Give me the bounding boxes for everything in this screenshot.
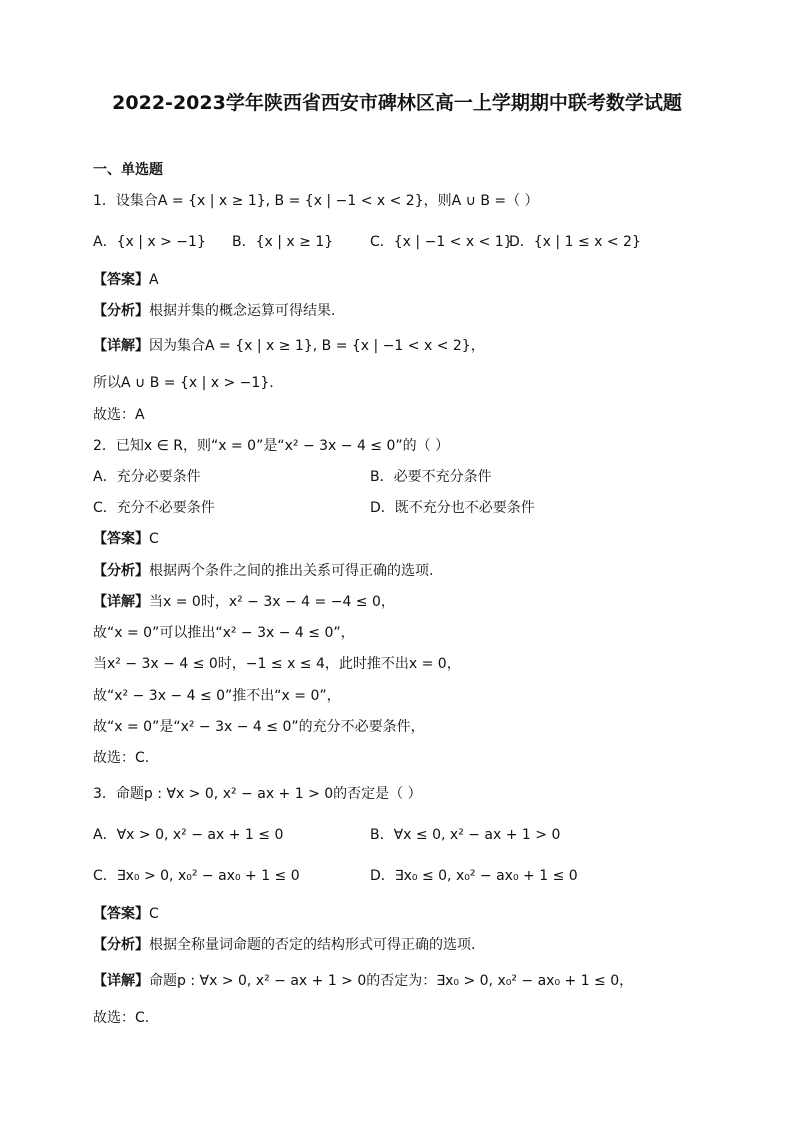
q2-detail-line: 故“x² − 3x − 4 ≤ 0”推不出“x = 0”， xyxy=(93,688,341,704)
q1-analysis: 根据并集的概念运算可得结果. xyxy=(149,303,336,319)
q1-answer-tag: 【答案】 xyxy=(93,272,149,288)
q1-detail-line: 故选：A xyxy=(93,407,145,423)
q1-detail-row xyxy=(93,336,485,356)
q1-answer: A xyxy=(149,272,159,288)
q2-answer-tag: 【答案】 xyxy=(93,531,149,547)
q1-option-c: C．{x | −1 < x < 1} xyxy=(370,234,513,250)
q3-detail-row xyxy=(93,971,633,991)
q2-answer-row xyxy=(93,529,159,549)
q2-option-c: C．充分不必要条件 xyxy=(93,500,215,516)
q2-option-a: A．充分必要条件 xyxy=(93,469,201,485)
q1-answer-row xyxy=(93,270,159,290)
q3-answer-row xyxy=(93,904,159,924)
q1-analysis-row xyxy=(93,301,335,321)
q3-answer-tag: 【答案】 xyxy=(93,906,149,922)
q3-detail: 命题p : ∀x > 0, x² − ax + 1 > 0的否定为：∃x₀ > 0, x₀² − ax₀ + 1 ≤ 0， xyxy=(149,973,634,989)
q3-detail-tag: 【详解】 xyxy=(93,973,149,989)
q2-detail: 当x = 0时，x² − 3x − 4 = −4 ≤ 0， xyxy=(149,594,395,610)
q1-option-b: B．{x | x ≥ 1} xyxy=(232,234,334,250)
q1-option-a: A．{x | x > −1} xyxy=(93,234,206,250)
q3-option-d: D．∃x₀ ≤ 0, x₀² − ax₀ + 1 ≤ 0 xyxy=(370,868,578,884)
q1-analysis-tag: 【分析】 xyxy=(93,303,149,319)
q1-stem: 1．设集合A = {x | x ≥ 1}, B = {x | −1 < x < 2}，则A ∪ B =（ ） xyxy=(93,193,539,209)
q1-detail-line: 所以A ∪ B = {x | x > −1}. xyxy=(93,375,274,391)
q1-detail: 因为集合A = {x | x ≥ 1}, B = {x | −1 < x < 2}， xyxy=(149,338,485,354)
q2-option-b: B．必要不充分条件 xyxy=(370,469,492,485)
q1-option-d: D．{x | 1 ≤ x < 2} xyxy=(509,234,641,250)
q2-answer: C xyxy=(149,531,159,547)
q3-analysis-tag: 【分析】 xyxy=(93,937,149,953)
q2-detail-line: 当x² − 3x − 4 ≤ 0时，−1 ≤ x ≤ 4，此时推不出x = 0， xyxy=(93,656,461,672)
q2-detail-tag: 【详解】 xyxy=(93,594,149,610)
q3-detail-line: 故选：C. xyxy=(93,1010,150,1026)
q3-option-a: A．∀x > 0, x² − ax + 1 ≤ 0 xyxy=(93,827,284,843)
page-title: 2022-2023学年陕西省西安市碑林区高一上学期期中联考数学试题 xyxy=(112,92,682,114)
q2-analysis-row xyxy=(93,561,433,581)
q3-analysis-row xyxy=(93,935,475,955)
q2-option-d: D．既不充分也不必要条件 xyxy=(370,500,535,516)
q3-option-b: B．∀x ≤ 0, x² − ax + 1 > 0 xyxy=(370,827,561,843)
q3-analysis: 根据全称量词命题的否定的结构形式可得正确的选项. xyxy=(149,937,476,953)
q1-detail-tag: 【详解】 xyxy=(93,338,149,354)
q2-detail-line: 故选：C. xyxy=(93,750,150,766)
q2-detail-row xyxy=(93,592,395,612)
q3-option-c: C．∃x₀ > 0, x₀² − ax₀ + 1 ≤ 0 xyxy=(93,868,300,884)
q2-detail-line: 故“x = 0”是“x² − 3x − 4 ≤ 0”的充分不必要条件， xyxy=(93,719,425,735)
q2-analysis: 根据两个条件之间的推出关系可得正确的选项. xyxy=(149,563,434,579)
section-heading: 一、单选题 xyxy=(93,162,163,178)
q2-analysis-tag: 【分析】 xyxy=(93,563,149,579)
q3-answer: C xyxy=(149,906,159,922)
q2-stem: 2．已知x ∈ R，则“x = 0”是“x² − 3x − 4 ≤ 0”的（ ） xyxy=(93,438,450,454)
q2-detail-line: 故“x = 0”可以推出“x² − 3x − 4 ≤ 0”， xyxy=(93,625,355,641)
q3-stem: 3．命题p : ∀x > 0, x² − ax + 1 > 0的否定是（ ） xyxy=(93,786,422,802)
